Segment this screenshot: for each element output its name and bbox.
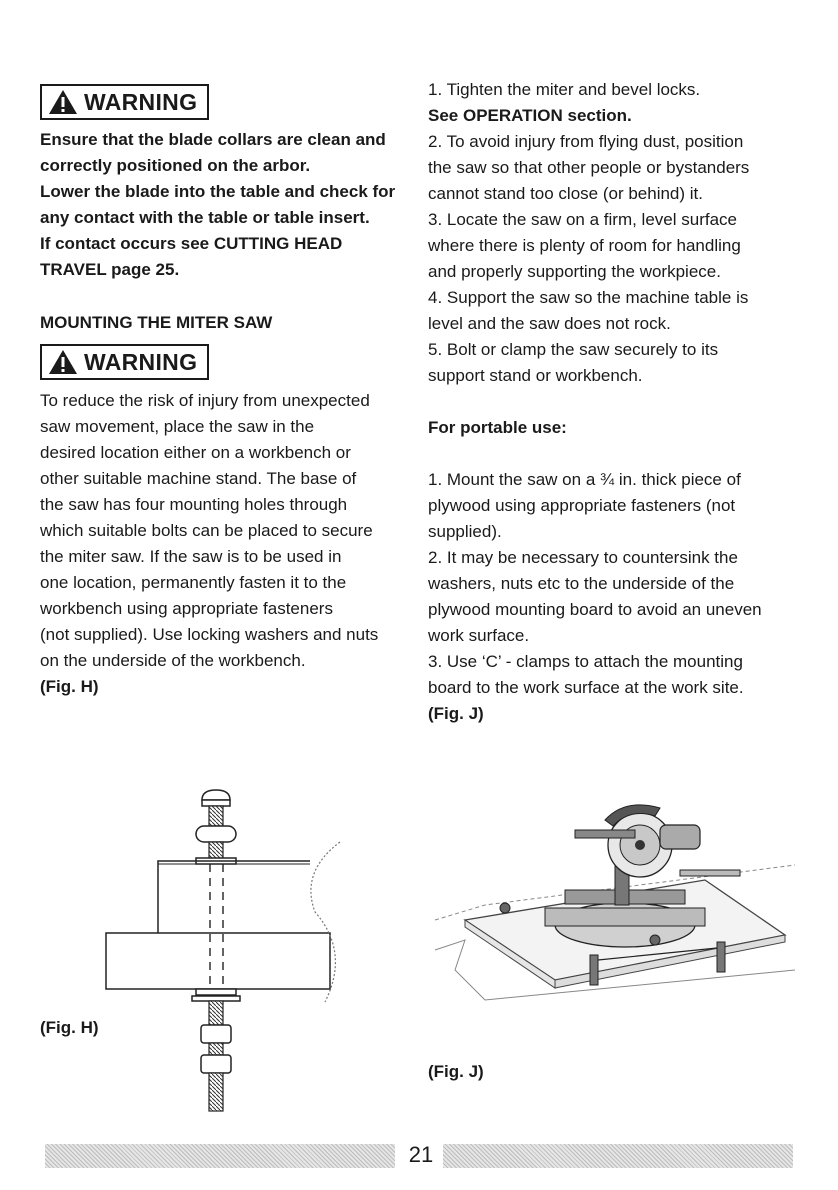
portable-line: board to the work surface at the work site. — [428, 678, 744, 697]
fig-h-label: (Fig. H) — [40, 1018, 99, 1037]
portable-line: washers, nuts etc to the underside of the — [428, 574, 735, 593]
portable-line: plywood using appropriate fasteners (not — [428, 496, 736, 515]
warning-triangle-icon — [48, 89, 78, 115]
portable-line: 1. Mount the saw on a ¾ in. thick piece of — [428, 470, 741, 489]
body-line: To reduce the risk of injury from unexpected — [40, 391, 370, 410]
fig-j-label: (Fig. J) — [428, 1062, 484, 1081]
see-operation-ref: See OPERATION section. — [428, 106, 632, 125]
step-line: 4. Support the saw so the machine table is — [428, 288, 749, 307]
portable-line: 3. Use ‘C’ - clamps to attach the mounting — [428, 652, 743, 671]
fig-h-bolt-diagram — [100, 782, 350, 1112]
warning-box-2 — [40, 344, 209, 380]
steps-text — [428, 77, 808, 389]
portable-line: plywood mounting board to avoid an uneven — [428, 600, 762, 619]
warning-line: Ensure that the blade collars are clean and — [40, 130, 386, 149]
mounting-body-text — [40, 388, 410, 700]
portable-line: supplied). — [428, 522, 502, 541]
warning-line: correctly positioned on the arbor. — [40, 156, 311, 175]
step-line: support stand or workbench. — [428, 366, 643, 385]
warning-label: WARNING — [84, 348, 198, 375]
warning-line: Lower the blade into the table and check for — [40, 182, 396, 201]
footer-band-right — [443, 1144, 793, 1168]
step-line: 5. Bolt or clamp the saw securely to its — [428, 340, 719, 359]
body-line: desired location either on a workbench or — [40, 443, 351, 462]
body-line: (not supplied). Use locking washers and nuts — [40, 625, 379, 644]
warning-line: any contact with the table or table insert. — [40, 208, 370, 227]
warning-triangle-icon — [48, 349, 78, 375]
body-line: the miter saw. If the saw is to be used in — [40, 547, 342, 566]
step-line: 1. Tighten the miter and bevel locks. — [428, 80, 701, 99]
footer-band-left — [45, 1144, 395, 1168]
body-line: on the underside of the workbench. — [40, 651, 306, 670]
step-line: where there is plenty of room for handling — [428, 236, 741, 255]
step-line: cannot stand too close (or behind) it. — [428, 184, 703, 203]
fig-reference: (Fig. H) — [40, 677, 99, 696]
fig-j-miter-saw-illustration — [425, 790, 805, 1010]
warning-line: TRAVEL page 25. — [40, 260, 180, 279]
body-line: the saw has four mounting holes through — [40, 495, 348, 514]
warning-box-1 — [40, 84, 209, 120]
page-number: 21 — [408, 1142, 434, 1167]
warning-text — [40, 127, 410, 283]
body-line: saw movement, place the saw in the — [40, 417, 315, 436]
fig-reference: (Fig. J) — [428, 704, 484, 723]
body-line: which suitable bolts can be placed to secure — [40, 521, 373, 540]
body-line: workbench using appropriate fasteners — [40, 599, 333, 618]
step-line: and properly supporting the workpiece. — [428, 262, 721, 281]
step-line: the saw so that other people or bystanders — [428, 158, 750, 177]
warning-line: If contact occurs see CUTTING HEAD — [40, 234, 343, 253]
step-line: level and the saw does not rock. — [428, 314, 671, 333]
step-line: 3. Locate the saw on a firm, level surface — [428, 210, 737, 229]
portable-text — [428, 467, 808, 727]
portable-heading: For portable use: — [428, 418, 567, 437]
portable-line: work surface. — [428, 626, 530, 645]
body-line: other suitable machine stand. The base of — [40, 469, 357, 488]
warning-label: WARNING — [84, 88, 198, 115]
section-heading: MOUNTING THE MITER SAW — [40, 313, 273, 332]
body-line: one location, permanently fasten it to the — [40, 573, 347, 592]
step-line: 2. To avoid injury from flying dust, position — [428, 132, 744, 151]
portable-line: 2. It may be necessary to countersink the — [428, 548, 738, 567]
